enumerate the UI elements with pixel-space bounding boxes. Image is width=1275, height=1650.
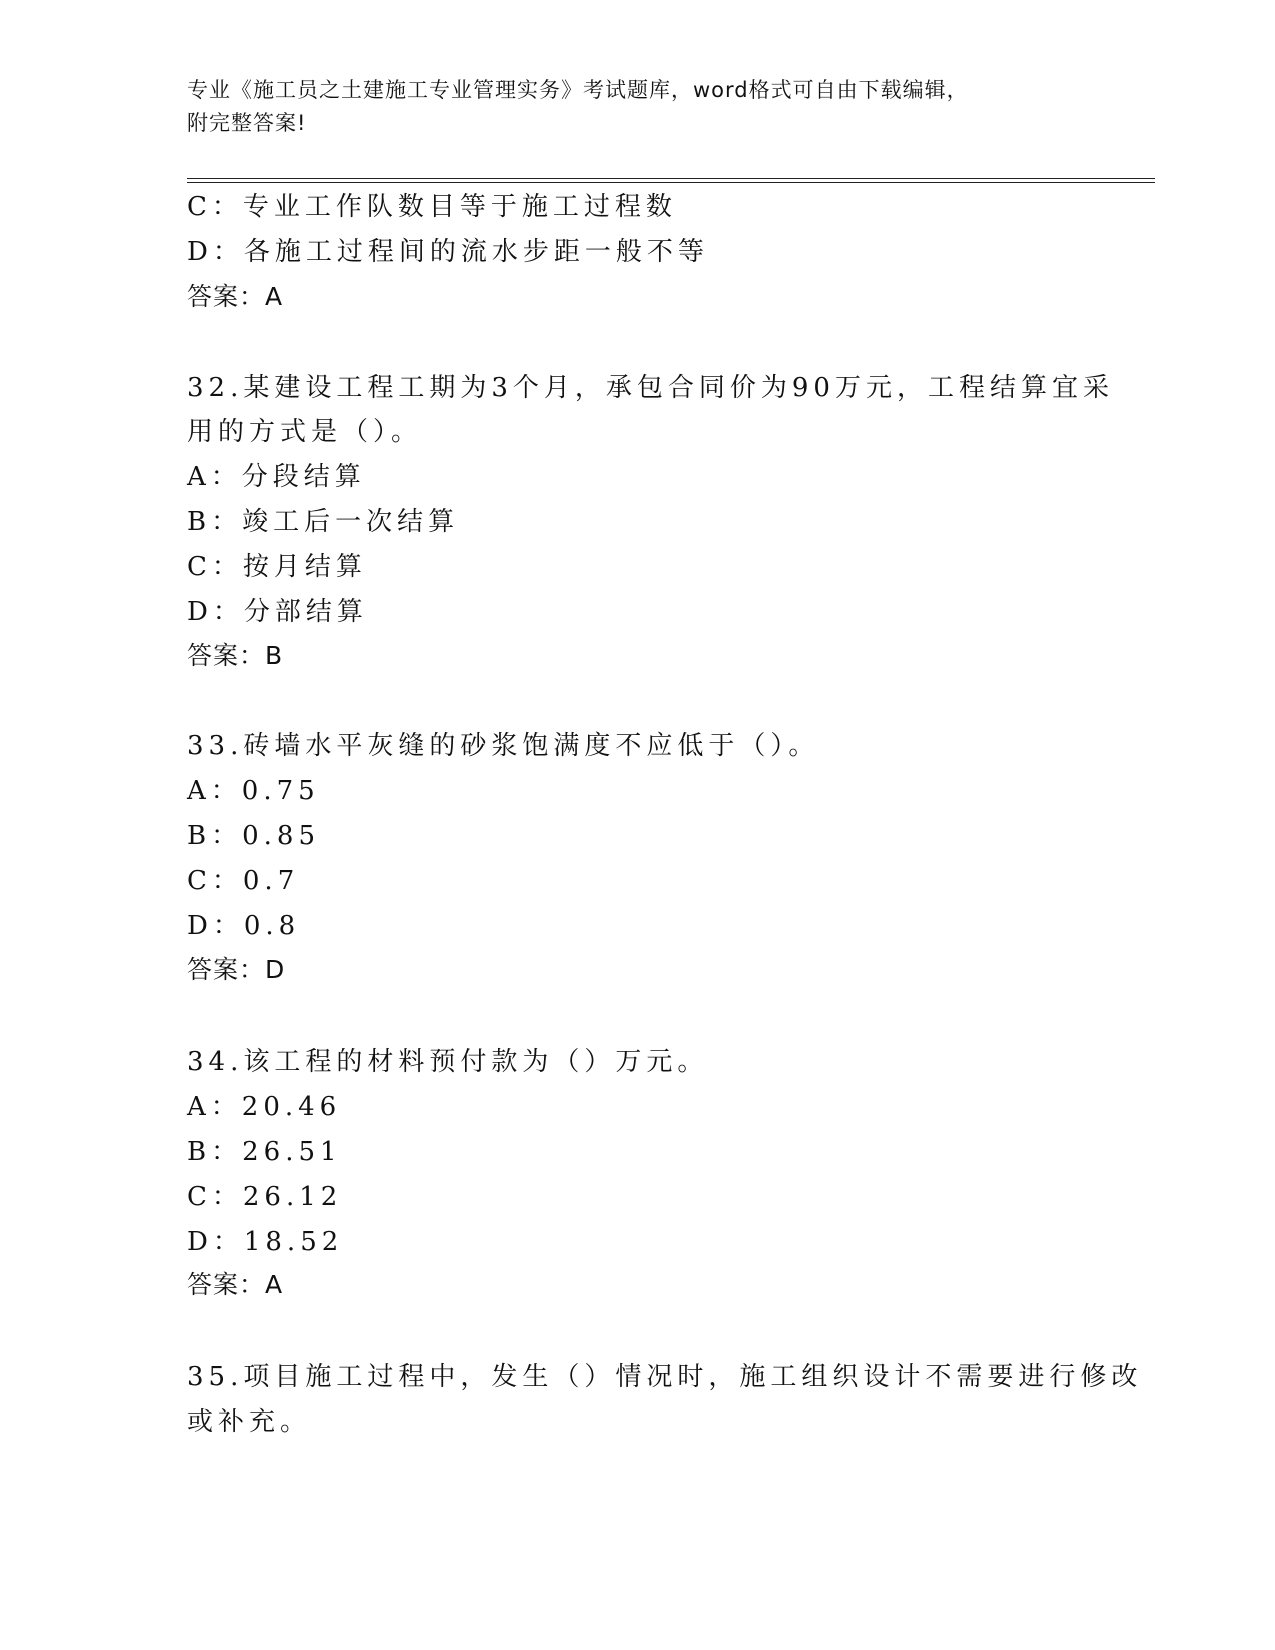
q32-answer: 答案：B [187, 641, 284, 670]
q32-option-d: D：分部结算 [187, 597, 368, 627]
header-title-line-2: 附完整答案! [187, 111, 307, 135]
q33-stem: 33.砖墙水平灰缝的砂浆饱满度不应低于（）。 [187, 731, 820, 761]
prev-question-option-d: D：各施工过程间的流水步距一般不等 [187, 237, 709, 267]
q34-option-d: D：18.52 [187, 1227, 344, 1257]
q34-stem: 34.该工程的材料预付款为（）万元。 [187, 1047, 709, 1077]
q32-stem-line-1: 32.某建设工程工期为3个月，承包合同价为90万元，工程结算宜采 [187, 373, 1114, 403]
q32-option-c: C：按月结算 [187, 552, 367, 582]
header-divider-top [187, 178, 1155, 179]
q35-stem-line-2: 或补充。 [187, 1407, 312, 1437]
q34-option-c: C：26.12 [187, 1182, 343, 1212]
q34-option-a: A：20.46 [187, 1092, 342, 1122]
q32-stem-line-2: 用的方式是（）。 [187, 417, 423, 447]
document-header [187, 74, 1067, 140]
prev-question-answer: 答案：A [187, 282, 284, 311]
q33-option-d: D：0.8 [187, 911, 301, 941]
header-title-line-1: 专业《施工员之土建施工专业管理实务》考试题库，word格式可自由下载编辑， [187, 78, 969, 102]
q34-option-b: B：26.51 [187, 1137, 342, 1167]
q33-answer: 答案：D [187, 955, 286, 984]
q33-option-a: A：0.75 [187, 776, 320, 806]
q34-answer: 答案：A [187, 1270, 284, 1299]
prev-question-option-c: C：专业工作队数目等于施工过程数 [187, 192, 677, 222]
q32-option-b: B：竣工后一次结算 [187, 507, 460, 537]
q33-option-c: C：0.7 [187, 866, 300, 896]
q35-stem-line-1: 35.项目施工过程中，发生（）情况时，施工组织设计不需要进行修改 [187, 1362, 1143, 1392]
q33-option-b: B：0.85 [187, 821, 320, 851]
q32-option-a: A：分段结算 [187, 462, 366, 492]
header-divider-bottom [187, 182, 1155, 183]
